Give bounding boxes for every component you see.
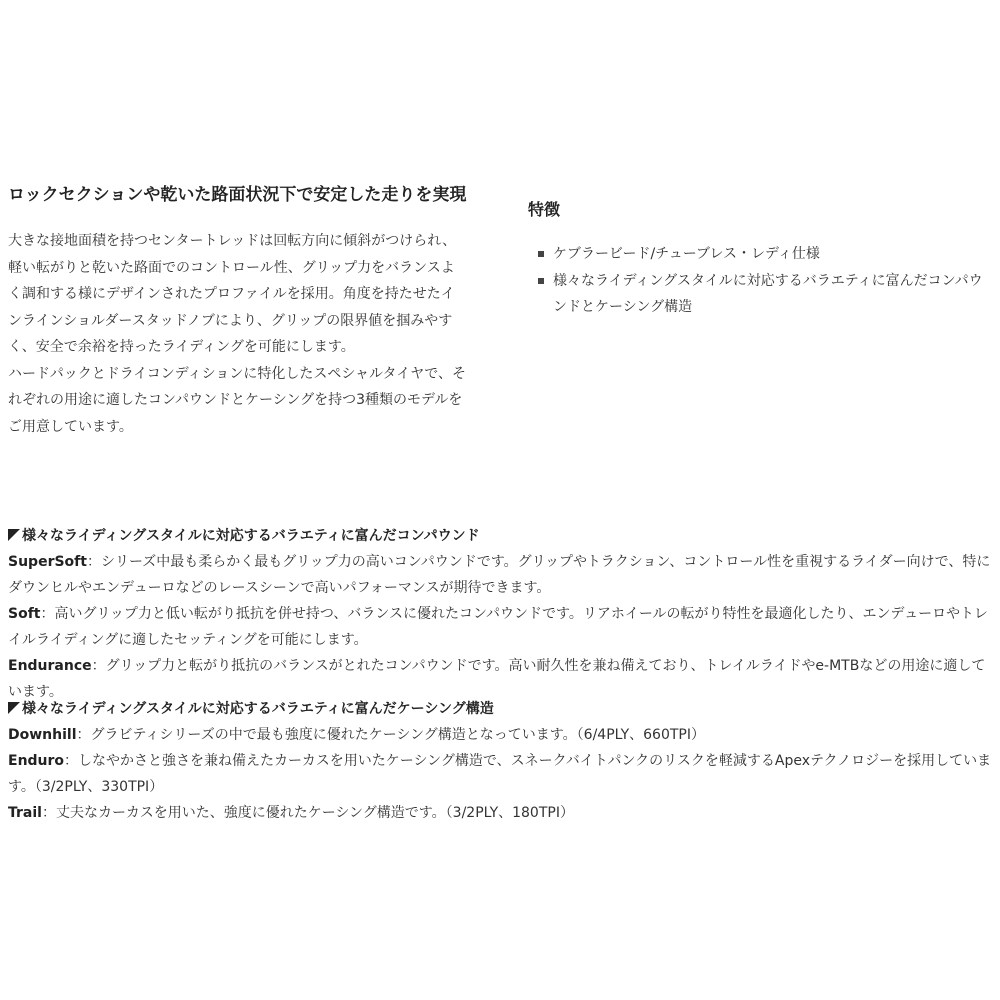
square-bullet-icon: [538, 251, 544, 257]
features-list-item: [538, 241, 990, 267]
entry-desc: ：シリーズ中最も柔らかく最もグリップ力の高いコンパウンドです。グリップやトラクション、コントロール性を重視するライダー向けで、特にダウンヒルやエンデューロなどのレースシーンで高いパフォーマンスが期待できます。: [8, 554, 991, 596]
features-title: 特徴: [528, 200, 561, 219]
intro-paragraph: 大きな接地面積を持つセンタートレッドは回転方向に傾斜がつけられ、軽い転がりと乾いた路面でのコントロール性、グリップ力をバランスよく調和する様にデザインされたプロファイルを採用。角度を持たせたインラインショルダースタッドノブにより、グリップの限界値を掴みやすく、安全で余裕を持ったライディングを可能にします。: [8, 233, 457, 355]
compound-entry-supersoft: [8, 549, 992, 601]
entry-desc: ：高いグリップ力と低い転がり抵抗を併せ持つ、バランスに優れたコンパウンドです。リアホイールの転がり特性を最適化したり、エンデューロやトレイルライディングに適したセッティングを可能にします。: [8, 606, 988, 648]
headline: ロックセクションや乾いた路面状況下で安定した走りを実現: [8, 185, 467, 205]
compound-heading: [8, 523, 992, 549]
entry-term: Downhill: [8, 727, 77, 743]
entry-term: Soft: [8, 606, 41, 622]
entry-desc: ：グリップ力と転がり抵抗のバランスがとれたコンパウンドです。高い耐久性を兼ね備えており、トレイルライドやe-MTBなどの用途に適しています。: [8, 658, 986, 700]
entry-term: SuperSoft: [8, 554, 87, 570]
entry-desc: ：しなやかさと強さを兼ね備えたカーカスを用いたケーシング構造で、スネークバイトパンクのリスクを軽減するApexテクノロジーを採用しています。（3/2PLY、330TPI）: [8, 753, 992, 795]
entry-term: Endurance: [8, 658, 92, 674]
features-item-text: ケブラービード/チューブレス・レディ仕様: [553, 246, 820, 262]
corner-flag-icon: [8, 702, 20, 714]
compound-section: [8, 523, 992, 705]
entry-desc: ：グラビティシリーズの中で最も強度に優れたケーシング構造となっています。（6/4PLY、660TPI）: [76, 727, 705, 743]
features-item-text: 様々なライディングスタイルに対応するバラエティに富んだコンパウンドとケーシング構造: [553, 273, 983, 315]
casing-heading-text: 様々なライディングスタイルに対応するバラエティに富んだケーシング構造: [22, 701, 494, 717]
casing-heading: [8, 696, 992, 722]
compound-entry-soft: [8, 601, 992, 653]
square-bullet-icon: [538, 278, 544, 284]
features-list-item: [538, 268, 990, 320]
entry-term: Enduro: [8, 753, 65, 769]
compound-heading-text: 様々なライディングスタイルに対応するバラエティに富んだコンパウンド: [22, 528, 480, 544]
features-list: [538, 241, 990, 321]
casing-section: [8, 696, 992, 826]
casing-entry-downhill: [8, 722, 992, 748]
entry-desc: ：丈夫なカーカスを用いた、強度に優れたケーシング構造です。（3/2PLY、180TPI）: [41, 805, 574, 821]
casing-entry-enduro: [8, 748, 992, 800]
corner-flag-icon: [8, 529, 20, 541]
casing-entry-trail: [8, 800, 992, 826]
entry-term: Trail: [8, 805, 42, 821]
intro-text: [8, 228, 468, 440]
intro-paragraph: ハードパックとドライコンディションに特化したスペシャルタイヤで、それぞれの用途に適したコンパウンドとケーシングを持つ3種類のモデルをご用意しています。: [8, 365, 466, 435]
